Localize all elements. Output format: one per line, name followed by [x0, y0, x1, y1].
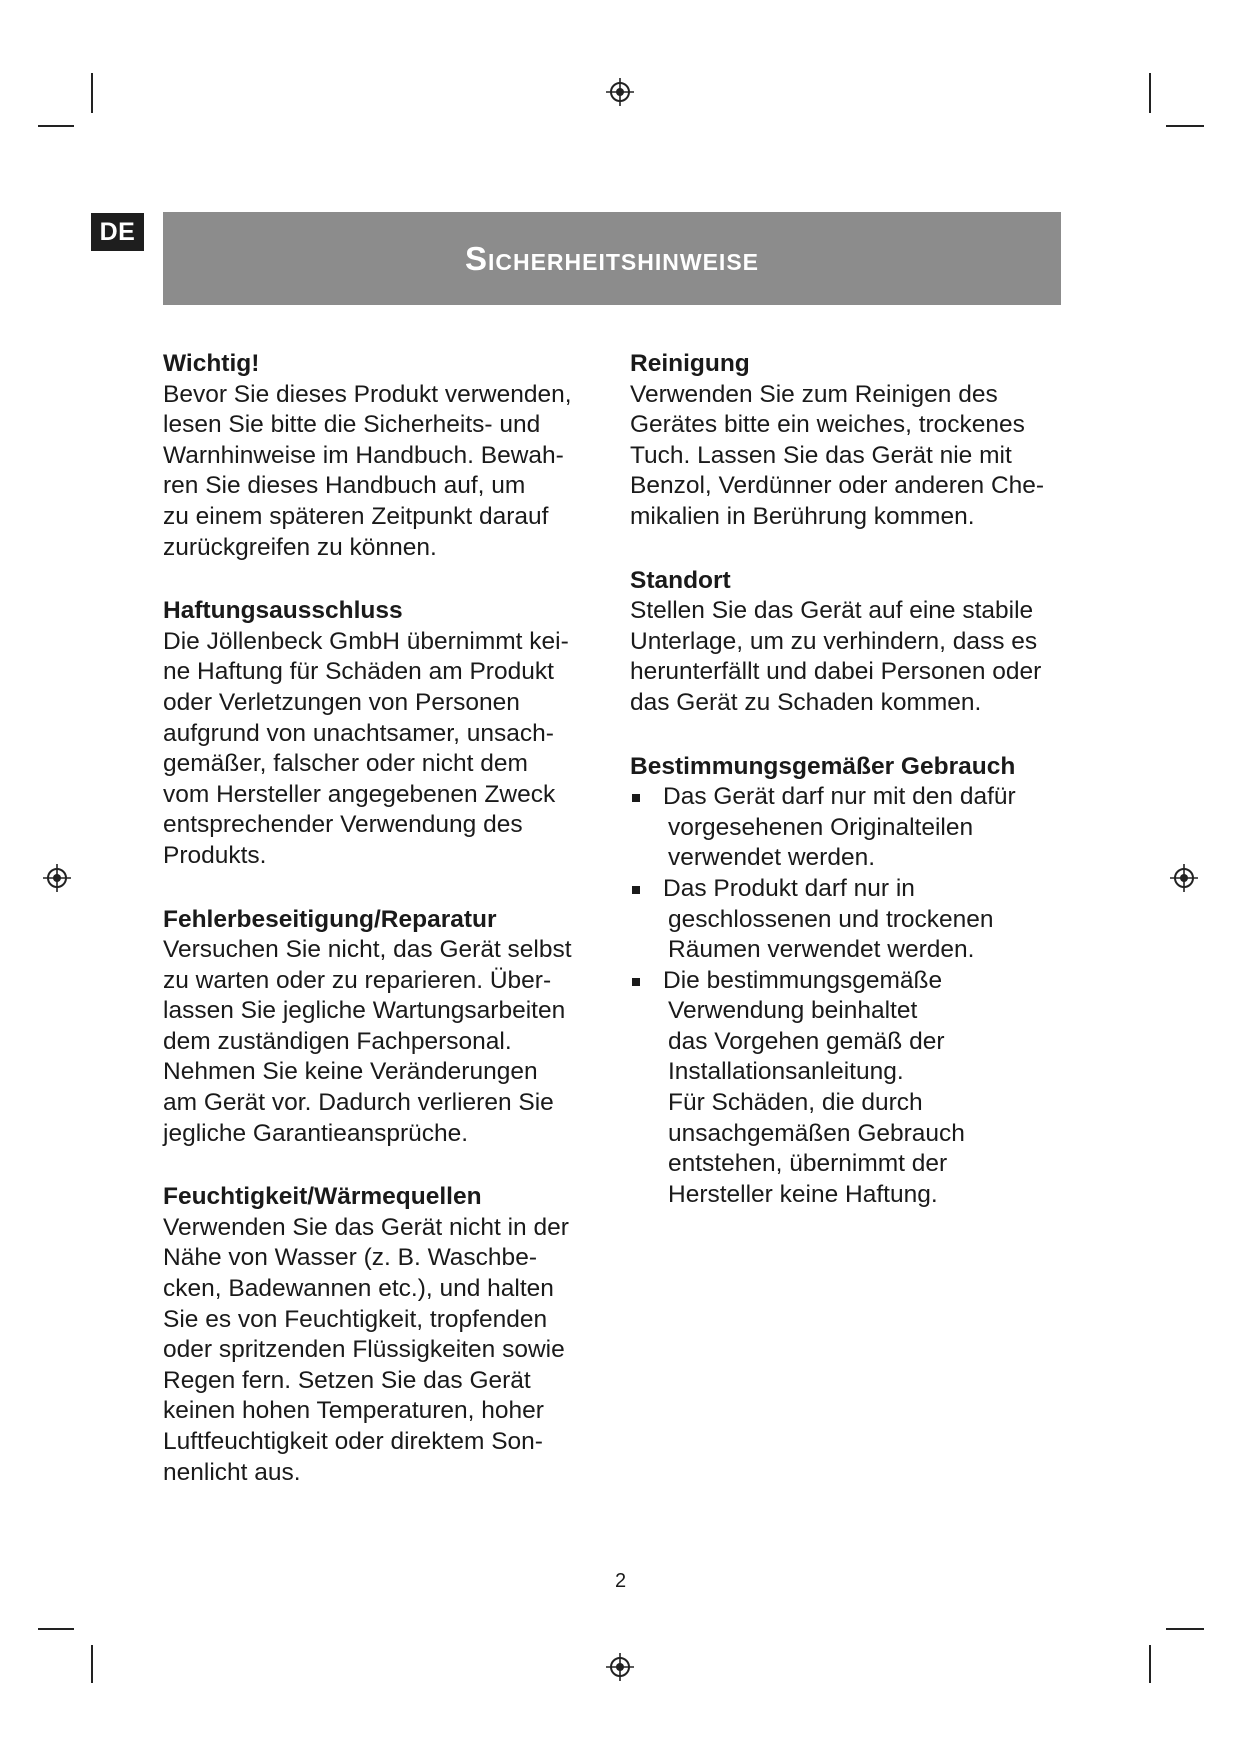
- text-line: Nähe von Wasser (z. B. Waschbe-: [163, 1244, 537, 1272]
- text-line: zu warten oder zu reparieren. Über-: [163, 966, 552, 994]
- text-line: dem zuständigen Fachpersonal.: [163, 1027, 512, 1055]
- title-banner: [163, 212, 1061, 305]
- text-line: entsprechender Verwendung des: [163, 811, 523, 839]
- text-line: verwendet werden.: [668, 844, 876, 872]
- text-line: das Vorgehen gemäß der: [668, 1027, 945, 1055]
- text-line: Verwendung beinhaltet: [668, 997, 918, 1025]
- section-reinigung: [630, 349, 1070, 533]
- text-line: zurückgreifen zu können.: [163, 533, 437, 561]
- text-line: Benzol, Verdünner oder anderen Che-: [630, 472, 1045, 500]
- list-item: [630, 782, 1070, 874]
- page-number: 2: [614, 1570, 627, 1592]
- text-line: gemäßer, falscher oder nicht dem: [163, 750, 528, 778]
- section-standort: [630, 566, 1070, 719]
- section-heading: Feuchtigkeit/Wärmequellen: [163, 1183, 482, 1211]
- section-body: [163, 935, 603, 1149]
- crop-mark: [1149, 73, 1151, 113]
- text-line: lesen Sie bitte die Sicherheits- und: [163, 411, 541, 439]
- crop-mark: [38, 1628, 74, 1630]
- text-line: herunterfällt und dabei Personen oder: [630, 658, 1042, 686]
- bullet-icon: [632, 978, 640, 986]
- text-line: Tuch. Lassen Sie das Gerät nie mit: [630, 441, 1012, 469]
- text-line: geschlossenen und trockenen: [668, 905, 994, 933]
- section-heading: Wichtig!: [163, 350, 260, 377]
- text-line: das Gerät zu Schaden kommen.: [630, 688, 982, 716]
- text-line: Warnhinweise im Handbuch. Bewah-: [163, 441, 564, 469]
- list-item: [630, 966, 1070, 1211]
- registration-mark-icon: [43, 864, 71, 892]
- text-line: aufgrund von unachtsamer, unsach-: [163, 719, 554, 747]
- text-line: Verwenden Sie das Gerät nicht in der: [163, 1213, 569, 1241]
- right-column: [630, 349, 1070, 1243]
- registration-mark-icon: [1170, 864, 1198, 892]
- text-line: oder Verletzungen von Personen: [163, 688, 520, 716]
- usage-list: [630, 782, 1070, 1210]
- list-item: [630, 874, 1070, 966]
- text-line: Hersteller keine Haftung.: [668, 1180, 938, 1208]
- text-line: Stellen Sie das Gerät auf eine stabile: [630, 597, 1034, 625]
- language-badge: DE: [91, 213, 144, 251]
- text-line: Regen fern. Setzen Sie das Gerät: [163, 1366, 531, 1394]
- text-line: entstehen, übernimmt der: [668, 1150, 948, 1178]
- text-line: lassen Sie jegliche Wartungsarbeiten: [163, 997, 566, 1025]
- text-line: Das Gerät darf nur mit den dafür: [663, 783, 1016, 811]
- text-line: Sie es von Feuchtigkeit, tropfenden: [163, 1305, 548, 1333]
- bullet-icon: [632, 794, 640, 802]
- section-heading: Standort: [630, 566, 731, 594]
- text-line: Unterlage, um zu verhindern, dass es: [630, 627, 1038, 655]
- text-line: ren Sie dieses Handbuch auf, um: [163, 472, 526, 500]
- section-feuchtigkeit: [163, 1182, 603, 1488]
- text-line: am Gerät vor. Dadurch verlieren Sie: [163, 1089, 554, 1117]
- text-line: nenlicht aus.: [163, 1458, 301, 1486]
- crop-mark: [91, 73, 93, 113]
- crop-mark: [1166, 125, 1204, 127]
- text-line: keinen hohen Temperaturen, hoher: [163, 1397, 544, 1425]
- section-body: [630, 596, 1070, 718]
- crop-mark: [38, 125, 74, 127]
- text-line: vorgesehenen Originalteilen: [668, 813, 974, 841]
- text-line: Bevor Sie dieses Produkt verwenden,: [163, 380, 572, 408]
- left-column: [163, 349, 603, 1521]
- page-title: Sicherheitshinweise: [464, 240, 760, 277]
- section-gebrauch: [630, 752, 1070, 1211]
- text-line: Räumen verwendet werden.: [668, 936, 975, 964]
- text-line: Das Produkt darf nur in: [663, 874, 915, 902]
- registration-mark-icon: [606, 78, 634, 106]
- text-line: zu einem späteren Zeitpunkt darauf: [163, 502, 549, 530]
- section-body: [630, 380, 1070, 533]
- section-body: [163, 1213, 603, 1488]
- text-line: unsachgemäßen Gebrauch: [668, 1119, 965, 1147]
- text-line: Die bestimmungsgemäße: [663, 966, 943, 994]
- text-line: Gerätes bitte ein weiches, trockenes: [630, 411, 1025, 439]
- section-heading: Reinigung: [630, 350, 750, 377]
- text-line: Luftfeuchtigkeit oder direktem Son-: [163, 1428, 543, 1455]
- section-body: [163, 627, 603, 872]
- section-wichtig: [163, 349, 603, 563]
- text-line: cken, Badewannen etc.), und halten: [163, 1275, 554, 1303]
- text-line: jegliche Garantieansprüche.: [163, 1119, 469, 1147]
- text-line: vom Hersteller angegebenen Zweck: [163, 780, 556, 808]
- section-heading: Fehlerbeseitigung/Reparatur: [163, 905, 497, 933]
- text-line: ne Haftung für Schäden am Produkt: [163, 658, 554, 686]
- text-line: Verwenden Sie zum Reinigen des: [630, 380, 998, 408]
- text-line: mikalien in Berührung kommen.: [630, 502, 975, 530]
- section-fehlerbeseitigung: [163, 905, 603, 1150]
- text-line: Für Schäden, die durch: [668, 1089, 923, 1117]
- text-line: Produkts.: [163, 841, 267, 869]
- text-line: Nehmen Sie keine Veränderungen: [163, 1058, 538, 1086]
- section-haftungsausschluss: [163, 596, 603, 871]
- crop-mark: [1166, 1628, 1204, 1630]
- section-body: [163, 380, 603, 564]
- text-line: Installationsanleitung.: [668, 1058, 904, 1086]
- section-heading: Haftungsausschluss: [163, 597, 403, 625]
- text-line: oder spritzenden Flüssigkeiten sowie: [163, 1336, 565, 1364]
- registration-mark-icon: [606, 1653, 634, 1681]
- section-heading: Bestimmungsgemäßer Gebrauch: [630, 752, 1016, 780]
- crop-mark: [91, 1645, 93, 1683]
- crop-mark: [1149, 1645, 1151, 1683]
- text-line: Versuchen Sie nicht, das Gerät selbst: [163, 936, 572, 964]
- text-line: Die Jöllenbeck GmbH übernimmt kei-: [163, 627, 569, 655]
- bullet-icon: [632, 886, 640, 894]
